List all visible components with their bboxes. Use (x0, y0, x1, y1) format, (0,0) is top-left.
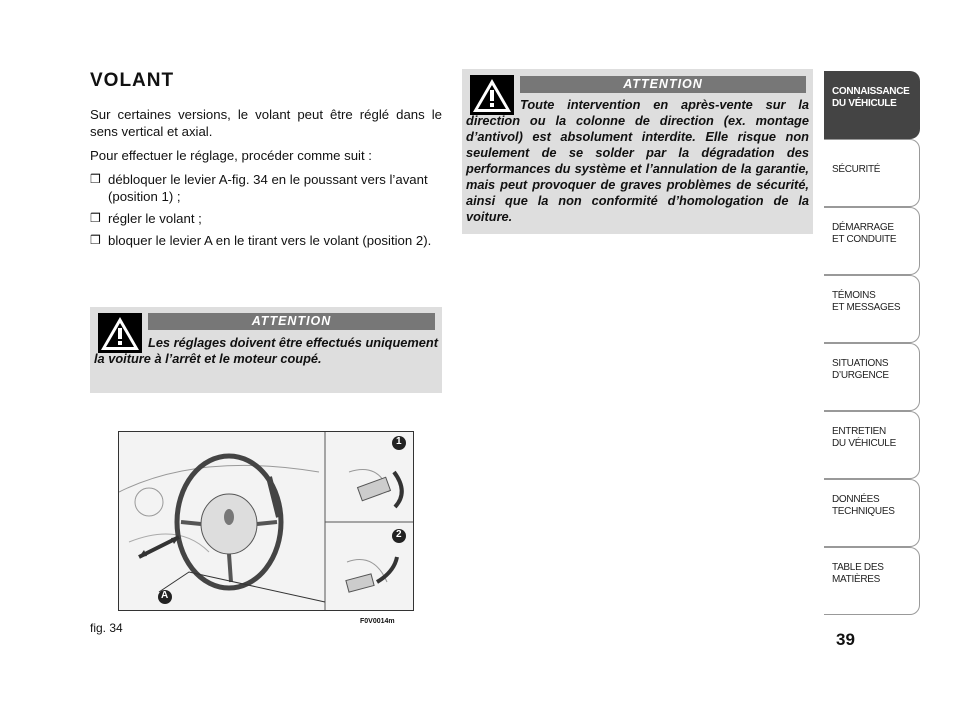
list-item: ❒ bloquer le levier A en le tirant vers le volant (position 2). (90, 233, 432, 248)
figure-code: F0V0014m (360, 618, 395, 625)
sidebar-item-temoins[interactable]: TÉMOINS ET MESSAGES (824, 275, 920, 343)
sidebar-item-entretien[interactable]: ENTRETIEN DU VÉHICULE (824, 411, 920, 479)
list-item: ❒ régler le volant ; (90, 211, 202, 226)
page-number: 39 (836, 630, 855, 649)
warning-text: Les réglages doivent être effectués uniquement la voiture à l’arrêt et le moteur coupé. (94, 335, 438, 366)
checkbox-bullet-icon: ❒ (90, 172, 101, 186)
intro-paragraph: Sur certaines versions, le volant peut être réglé dans le sens vertical et axial. (90, 107, 442, 139)
warning-header: ATTENTION (520, 76, 806, 93)
section-title: VOLANT (90, 70, 175, 91)
checkbox-bullet-icon: ❒ (90, 211, 101, 225)
section-body (90, 106, 442, 254)
procedure-intro: Pour effectuer le réglage, procéder comme suit : (90, 148, 372, 163)
warning-box-left (90, 307, 442, 393)
sidebar-item-donnees[interactable]: DONNÉES TECHNIQUES (824, 479, 920, 547)
sidebar-item-table[interactable]: TABLE DES MATIÈRES (824, 547, 920, 615)
position-2-label: 2 (396, 529, 402, 540)
sidebar-item-securite[interactable]: SÉCURITÉ (824, 139, 920, 207)
sidebar-item-connaissance[interactable]: CONNAISSANCE DU VÉHICULE (824, 71, 920, 139)
lever-a-label: A (161, 590, 169, 601)
position-1-label: 1 (396, 436, 402, 447)
sidebar-item-situations[interactable]: SITUATIONS D’URGENCE (824, 343, 920, 411)
warning-box-right (462, 69, 813, 234)
sidebar-item-demarrage[interactable]: DÉMARRAGE ET CONDUITE (824, 207, 920, 275)
steering-diagram (119, 432, 414, 611)
figure-caption: fig. 34 (90, 621, 123, 635)
warning-header: ATTENTION (148, 313, 435, 330)
steering-wheel-illustration (118, 431, 414, 611)
checkbox-bullet-icon: ❒ (90, 233, 101, 247)
list-item: ❒ débloquer le levier A-fig. 34 en le poussant vers l’avant (position 1) ; (90, 172, 428, 204)
chapter-sidebar (824, 71, 920, 615)
warning-text: Toute intervention en après-vente sur la direction ou la colonne de direction (ex. montage d’antivol) est absolument interdite. Elle risque non seulement de se solder par la dégradation des performances du système et l’annulation de la garantie, mais peut provoquer de graves problèmes de sécurité, ainsi que la non conformité d’homologation de la voiture. (466, 97, 809, 224)
